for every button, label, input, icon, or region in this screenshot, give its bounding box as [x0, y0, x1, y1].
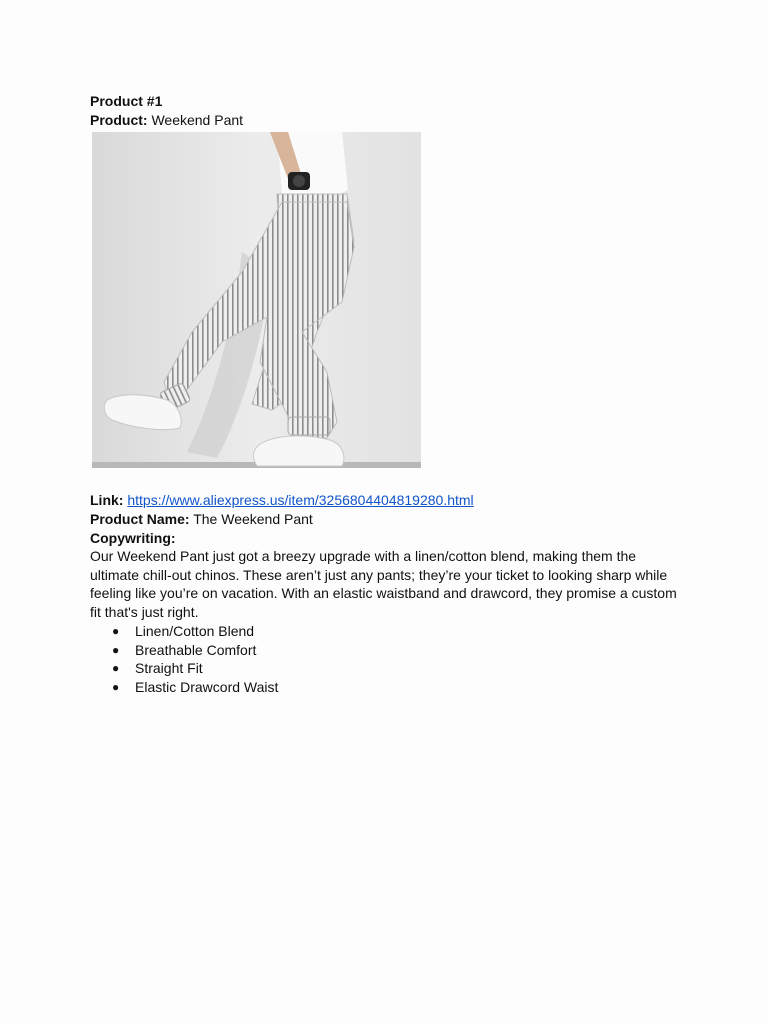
list-item: [90, 659, 278, 678]
product-name-row: [90, 510, 313, 528]
feature-text: Elastic Drawcord Waist: [135, 679, 279, 696]
product-image: [92, 132, 421, 468]
feature-text: Breathable Comfort: [135, 641, 257, 658]
bullet-icon: ●: [112, 680, 120, 695]
feature-text: Straight Fit: [135, 660, 203, 677]
product-label: Product:: [90, 112, 148, 128]
list-item: [90, 641, 278, 660]
link-row: [90, 491, 474, 509]
product-name-value: The Weekend Pant: [193, 511, 313, 527]
product-name-label: Product Name:: [90, 511, 190, 527]
copywriting-heading: [90, 529, 176, 547]
list-item: [90, 678, 278, 697]
bullet-icon: ●: [112, 661, 120, 676]
list-item: [90, 622, 278, 641]
link-label: Link:: [90, 492, 124, 508]
bullet-icon: ●: [112, 624, 120, 638]
bullet-icon: ●: [112, 642, 120, 657]
feature-list: [90, 622, 278, 697]
product-row: [90, 111, 243, 129]
copywriting-label: Copywriting:: [90, 530, 176, 546]
product-url-link[interactable]: https://www.aliexpress.us/item/3256804404819280.html: [127, 492, 474, 508]
product-number-heading: [90, 92, 162, 110]
product-number: Product #1: [90, 93, 163, 109]
product-value: Weekend Pant: [151, 112, 244, 128]
copywriting-body: Our Weekend Pant just got a breezy upgrade with a linen/cotton blend, making them the ultimate chill-out chinos. These aren’t just any pants; they’re your ticket to looking sharp while feeling like you’re on vacation. With an elastic waistband and drawcord, they promise a custom fit that's just right.: [90, 548, 677, 621]
feature-text: Linen/Cotton Blend: [135, 623, 255, 639]
